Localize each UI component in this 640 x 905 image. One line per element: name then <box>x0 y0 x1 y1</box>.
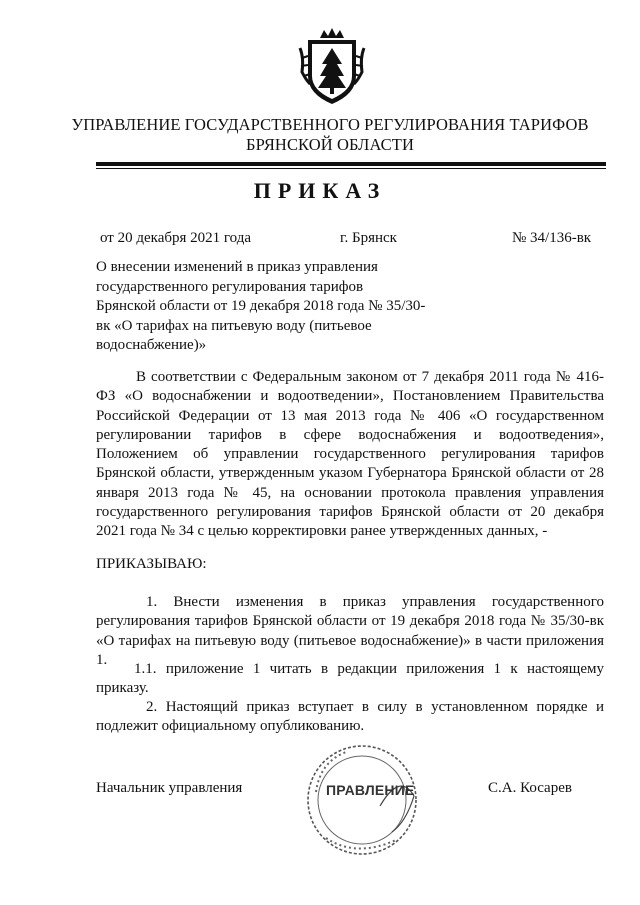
order-subject: О внесении изменений в приказ управления государственного регулирования тарифов Брянской области от 19 декабря 2018 года № 35/30-вк «О тарифах на питьевую воду (питьевое водоснабжение)» <box>96 259 426 354</box>
org-name-line1: УПРАВЛЕНИЕ ГОСУДАРСТВЕННОГО РЕГУЛИРОВАНИЯ ТАРИФОВ <box>71 115 589 134</box>
round-seal-icon <box>296 742 432 860</box>
stamp-text: ПРАВЛЕНИЕ <box>326 782 415 798</box>
coat-of-arms-icon <box>298 28 366 106</box>
organization-header <box>60 115 600 155</box>
signatory-name: С.А. Косарев <box>488 780 572 796</box>
org-name-line2: БРЯНСКОЙ ОБЛАСТИ <box>246 135 414 154</box>
order-item-2: 2. Настоящий приказ вступает в силу в установленном порядке и подлежит официальному опубликованию. <box>96 699 604 735</box>
header-divider-thick <box>96 162 606 166</box>
document-title: ПРИКАЗ <box>253 178 387 203</box>
signatory-role: Начальник управления <box>96 780 243 796</box>
order-item-1-1: 1.1. приложение 1 читать в редакции приложения 1 к настоящему приказу. <box>96 661 604 697</box>
order-number: № 34/136-вк <box>512 230 592 246</box>
order-directive: ПРИКАЗЫВАЮ: <box>96 556 207 572</box>
header-divider-thin <box>96 168 606 169</box>
preamble-paragraph: В соответствии с Федеральным законом от 7 декабря 2011 года № 416-ФЗ «О водоснабжении и водоотведении», Постановлением Правительства Российской Федерации от 13 мая 2013 года № 406 «О государственном регулировании тарифов в сфере водоснабжения и водоотведения», Положением об управлении государственного регулирования тарифов Брянской области, утвержденным указом Губернатора Брянской области от 28 января 2013 года № 45, на основании протокола правления управления государственного регулирования тарифов Брянской области от 20 декабря 2021 года № 34 с целью корректировки ранее утвержденных данных, - <box>96 369 604 540</box>
order-date: от 20 декабря 2021 года <box>100 230 252 246</box>
order-city: г. Брянск <box>340 230 397 246</box>
order-item-1: 1. Внести изменения в приказ управления государственного регулирования тарифов Брянской области от 19 декабря 2018 года № 35/30-вк «О тарифах на питьевую воду (питьевое водоснабжение)» в части приложения 1. <box>96 594 604 668</box>
